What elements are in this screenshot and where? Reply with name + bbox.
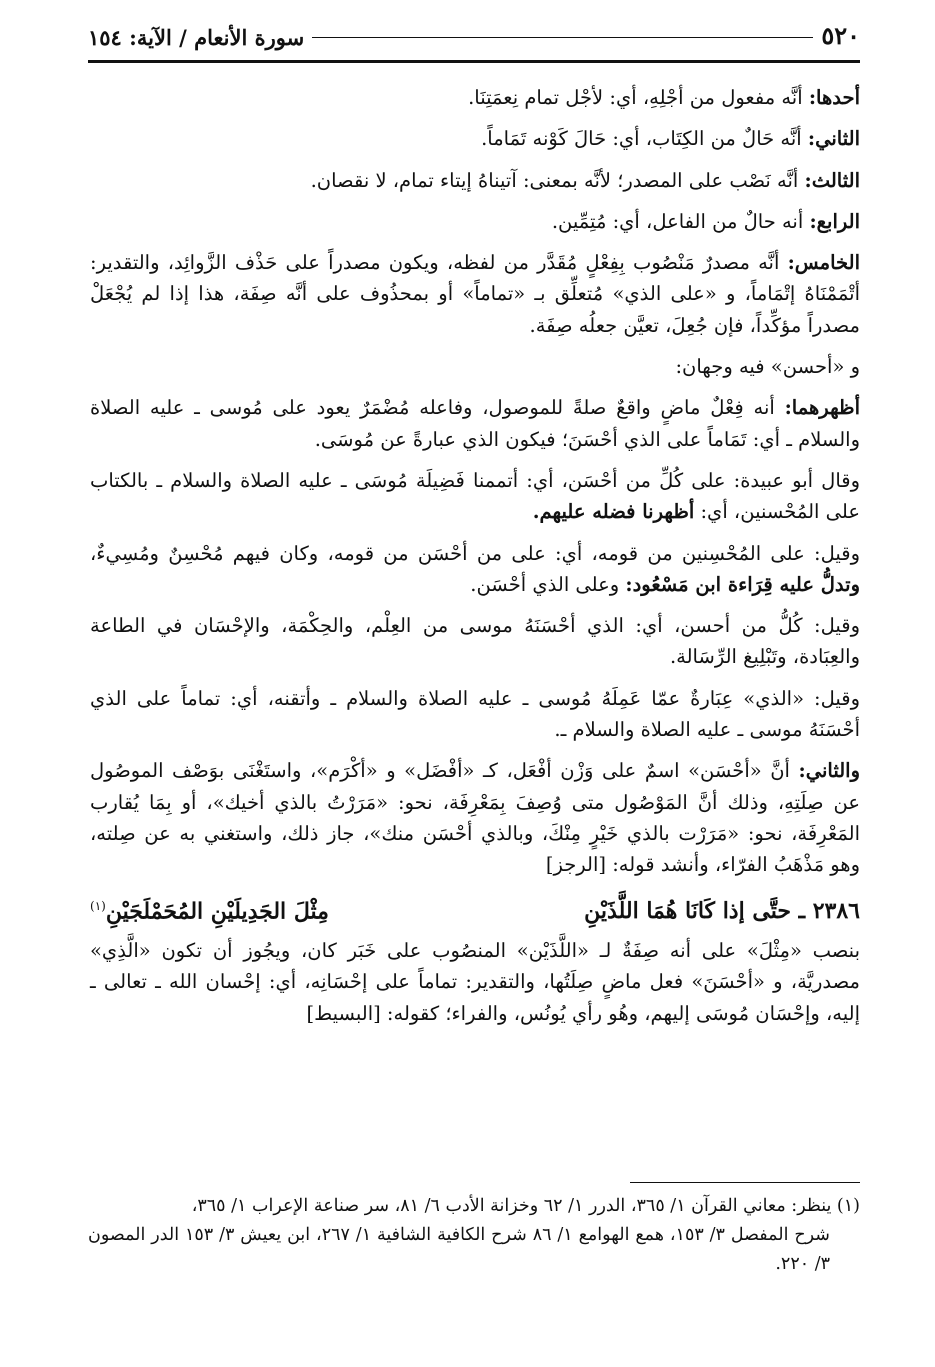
main-text (90, 82, 860, 1039)
footnote-rule (630, 1182, 860, 1183)
running-title: سورة الأنعام / الآية: ١٥٤ (88, 25, 305, 50)
paragraph-lead: أظهرهما: (784, 396, 860, 420)
verse-second-half (90, 891, 329, 928)
paragraph (90, 123, 860, 154)
paragraph-text: أنَّه نَصْب على المصدر؛ لأنَّه بمعنى: آتيناهُ إيتاء تمام، لا نقصان. (310, 168, 805, 192)
paragraph (90, 392, 860, 455)
verse-first-half (584, 896, 860, 927)
paragraph (90, 538, 860, 601)
paragraph-text: أنَّ «أحْسَن» اسمٌ على وَزْن أفْعَل، كـ «أفْضَل» و «أكْرَم»، واستَغْنَى بوَصْف الموصُول عن صِلَتِهِ، وذلك أنَّ المَوْصُول متى وُصِفَ بِمَعْرِفَة، نحو: «مَرَرْتُ بالذي أخيك»، أو بِمَا يُقارب المَعْرِفَة، نحو: «مَرَرْت بالذي خَيْرٍ مِنْكَ، وبالذي أحْسَن منك»، جاز ذلك، واستغني به عن صِلته، وهو مَذْهَبُ الفرّاء، وأنشد قوله: [الرجز] (90, 759, 860, 877)
verse-hemistich-1: حتَّى إذا كَانَا هُمَا اللَّذَيْنِ (584, 897, 791, 924)
paragraph (90, 610, 860, 673)
paragraph-text: أنه حالٌ من الفاعل، أي: مُتِمِّين. (551, 209, 810, 233)
paragraph (90, 82, 860, 113)
verse-number: ٢٣٨٦ ـ (798, 897, 860, 924)
paragraph-lead: أحدها: (808, 86, 860, 109)
paragraph-bold-mid: وتدلُّ عليه قِرَاءة ابن مَسْعُود: (625, 572, 860, 596)
paragraph (90, 247, 860, 341)
paragraph-lead: الثالث: (804, 168, 860, 192)
paragraph-text: أنَّه مفعول من أجْلِهِ، أي: لأجْل تمام نِعمَتِنَا. (468, 86, 809, 109)
paragraph-text: أنَّه مصدرٌ مَنْصُوب بِفِعْلٍ مُقَدَّر من لفظه، ويكون مصدراً على حَذْف الزَّوائِد، والتقدير: أتْمَمْنَاهُ إتْمَاماً، و «على الذي» مُتعلِّق بـ «تماماً» أو بمحذُوف على أنَّه صِفَة، هذا إذا لم يُجْعَلْ مصدراً مؤكِّداً، فإن جُعِلَ، تعيَّن جعلُه صِفَة. (90, 251, 860, 337)
paragraph (90, 351, 860, 382)
paragraph-text: وقيل: «الذي» عِبَارةٌ عمّا عَمِلَهُ مُوسى ـ عليه الصلاة والسلام ـ وأتقنه، أي: تماماً على الذي أحْسَنَهُ موسى ـ عليه الصلاة والسلام ـ. (90, 686, 860, 742)
poetry-verse (90, 891, 860, 928)
page-header (88, 12, 860, 58)
paragraph-text: وقال أبو عبيدة: على كُلِّ من أحْسَن، أي: أتممنا فَضِيلَة مُوسَى ـ عليه الصلاة والسلام ـ بالكتاب على المُحْسنين، أي: (90, 468, 860, 524)
paragraph-text: أنَّه حَالٌ من الكِتَاب، أي: حَالَ كَوْنه تَمَاماً. (481, 127, 808, 151)
footnote-line: (١) ينظر: معاني القرآن ١/ ٣٦٥، الدرر ١/ ٦٢ وخزانة الأدب ٦/ ٨١، سر صناعة الإعراب ١/ ٣٦٥، (191, 1196, 860, 1216)
paragraph-text: و «أحسن» فيه وجهان: (675, 355, 860, 379)
paragraph (90, 755, 860, 880)
paragraph (90, 206, 860, 237)
paragraph (90, 165, 860, 196)
paragraph-text-after: وعلى الذي أحْسَن. (470, 572, 626, 596)
paragraph-lead: الثاني: (807, 127, 860, 151)
header-fill-rule (312, 37, 813, 38)
verse-hemistich-2: مِثْلَ الجَدِيلَيْنِ المُحَمْلَجَيْنِ (105, 897, 329, 924)
footnote (88, 1192, 860, 1279)
paragraph (90, 935, 860, 1029)
paragraph-lead: الخامس: (787, 251, 861, 275)
paragraph-text: أنه فِعْلٌ ماضٍ واقعٌ صلةً للموصول، وفاعله مُضْمَرٌ يعود على مُوسى ـ عليه الصلاة والسلام ـ أي: تَمَاماً على الذي أحْسَنَ؛ فيكون الذي عبارةً عن مُوسَى. (90, 396, 860, 451)
paragraph-lead: الرابع: (809, 209, 860, 233)
page-number: ٥٢٠ (821, 21, 860, 50)
paragraph-text: بنصب «مِثْلَ» على أنه صِفَةٌ لـ «اللَّذَيْن» المنصُوب على خَبَر كان، ويجُوز أن تكون «الَّذِي» مصدريَّة، و «أحْسَنَ» فعل ماضٍ صِلَتُها، والتقدير: تماماً على إحْسَانِه، أي: إحْسان الله ـ تعالى ـ إليه، وإحْسَان مُوسَى إليهم، وهُو رأي يُونُس، والفراء؛ كقوله: [البسيط] (90, 939, 860, 1025)
footnote-marker[interactable]: (١) (90, 898, 106, 913)
paragraph-bold-tail: أظهرنا فضله عليهم. (532, 500, 695, 524)
header-rule (88, 60, 860, 63)
paragraph-text: وقيل: كُلُّ من أحسن، أي: الذي أحْسَنَهُ موسى من العِلْم، والحِكْمَة، والإحْسَان في الطاعة والعِبَادة، وتَبْلِيغ الرِّسَالة. (90, 614, 860, 669)
paragraph-text: وقيل: على المُحْسِنين من قومه، أي: على من أحْسَن من قومه، وكان فيهم مُحْسِنٌ ومُسِيءٌ، (90, 541, 860, 565)
paragraph-lead: والثاني: (798, 759, 860, 783)
paragraph (90, 683, 860, 746)
footnote-continuation: شرح المفصل ٣/ ١٥٣، همع الهوامع ١/ ٨٦ شرح الكافية الشافية ١/ ٢٦٧، ابن يعيش ٣/ ١٥٣ الدر المصون ٣/ ٢٢٠. (88, 1225, 830, 1274)
paragraph (90, 465, 860, 528)
